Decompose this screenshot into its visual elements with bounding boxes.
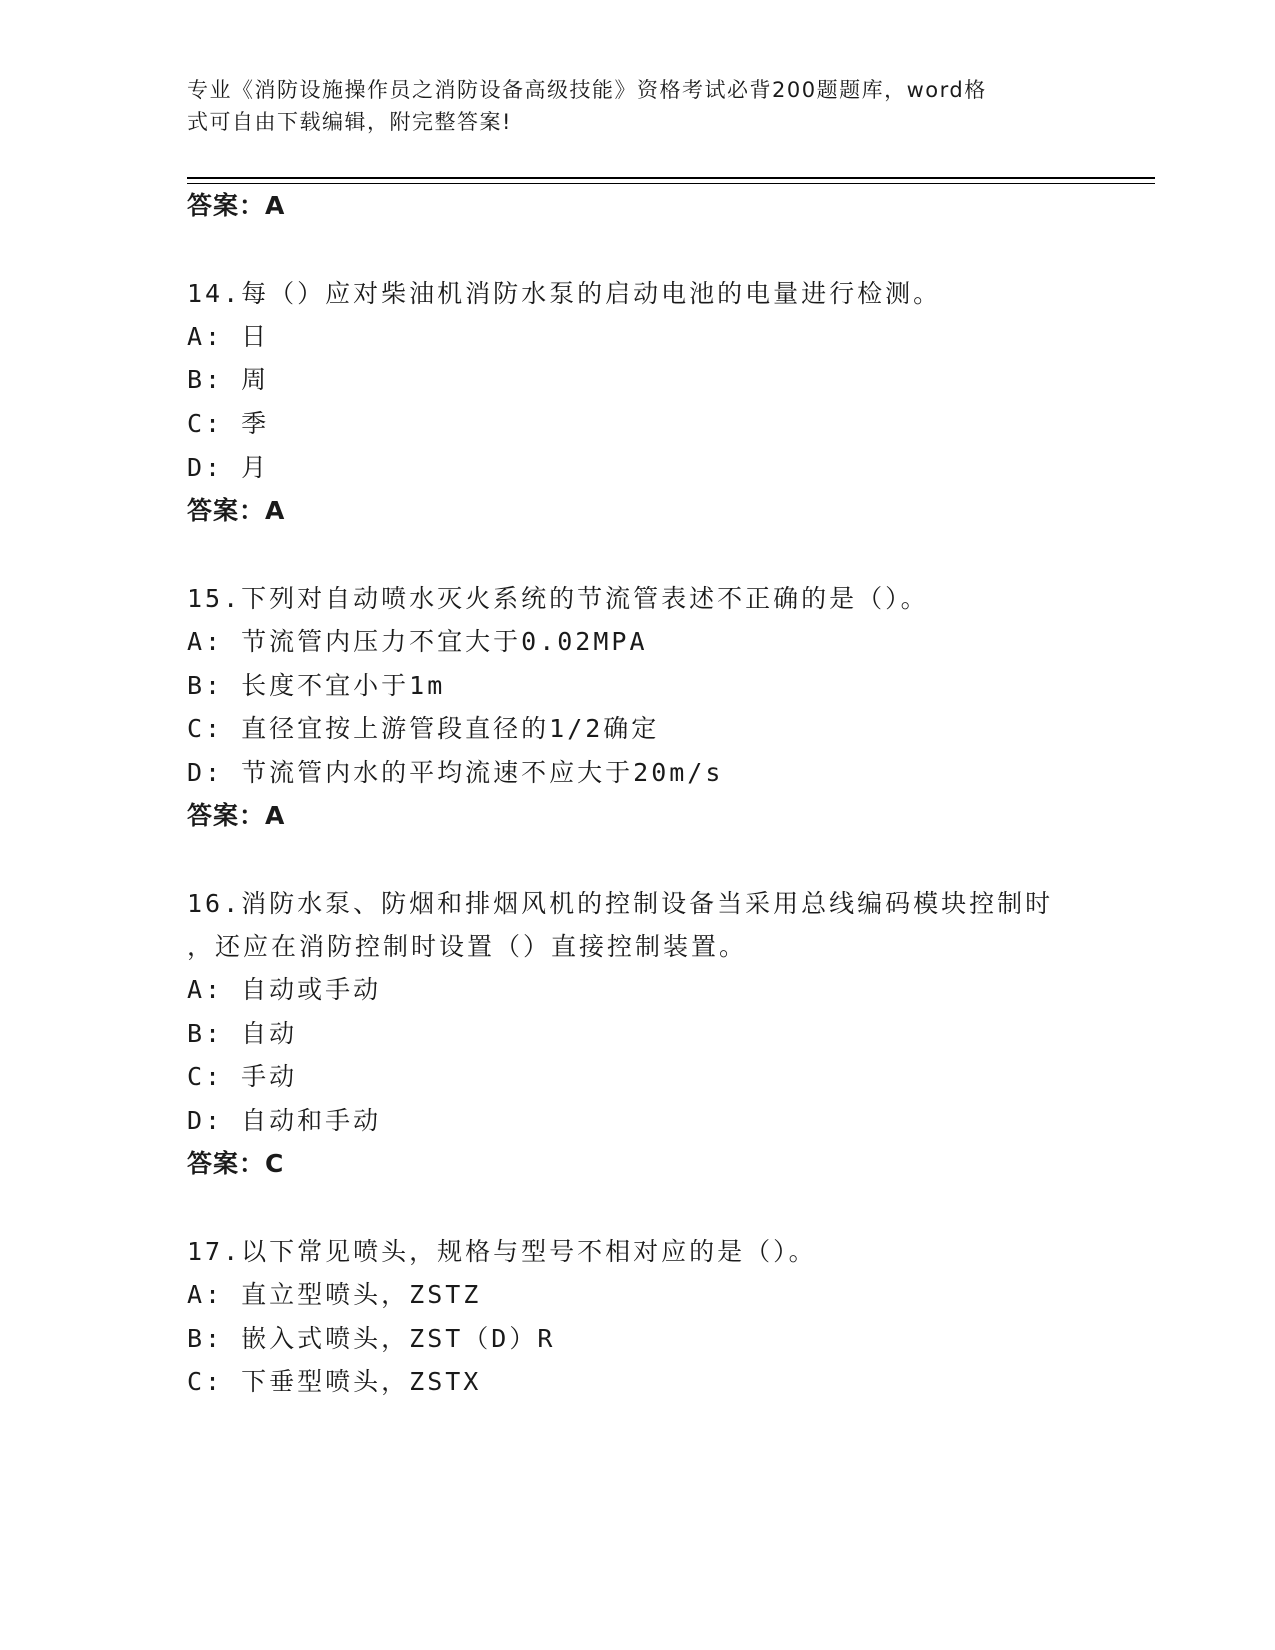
question-14-answer: 答案：A [187, 496, 286, 525]
question-16-text-line-2: ，还应在消防控制时设置（）直接控制装置。 [187, 932, 748, 961]
document-header [187, 74, 1067, 138]
header-line-1: 专业《消防设施操作员之消防设备高级技能》资格考试必背200题题库，word格 [187, 78, 987, 102]
question-15-answer: 答案：A [187, 801, 286, 830]
header-divider-thin [187, 183, 1155, 184]
question-17-option-b: B: 嵌入式喷头，ZST（D）R [187, 1324, 556, 1353]
question-17-option-a: A: 直立型喷头，ZSTZ [187, 1280, 482, 1309]
header-line-2: 式可自由下载编辑，附完整答案! [187, 110, 512, 134]
question-14-option-d: D: 月 [187, 453, 270, 482]
question-17-option-c: C: 下垂型喷头，ZSTX [187, 1367, 482, 1396]
question-14-option-b: B: 周 [187, 365, 270, 394]
question-15-text: 15.下列对自动喷水灭火系统的节流管表述不正确的是（）。 [187, 584, 929, 613]
question-16-option-c: C: 手动 [187, 1062, 298, 1091]
header-divider-thick [187, 177, 1155, 179]
question-17-text: 17.以下常见喷头，规格与型号不相对应的是（）。 [187, 1237, 817, 1266]
question-16-answer: 答案：C [187, 1149, 285, 1178]
answer-13: 答案：A [187, 191, 286, 220]
question-14-option-a: A: 日 [187, 322, 270, 351]
question-15-option-a: A: 节流管内压力不宜大于0.02MPA [187, 627, 648, 656]
question-16-option-a: A: 自动或手动 [187, 975, 382, 1004]
question-14-text: 14.每（）应对柴油机消防水泵的启动电池的电量进行检测。 [187, 279, 942, 308]
question-16-option-b: B: 自动 [187, 1019, 298, 1048]
question-16-option-d: D: 自动和手动 [187, 1106, 382, 1135]
question-15-option-c: C: 直径宜按上游管段直径的1/2确定 [187, 714, 660, 743]
question-15-option-b: B: 长度不宜小于1m [187, 671, 446, 700]
question-14-option-c: C: 季 [187, 409, 270, 438]
question-15-option-d: D: 节流管内水的平均流速不应大于20m/s [187, 758, 724, 787]
question-16-text-line-1: 16.消防水泵、防烟和排烟风机的控制设备当采用总线编码模块控制时 [187, 889, 1054, 918]
